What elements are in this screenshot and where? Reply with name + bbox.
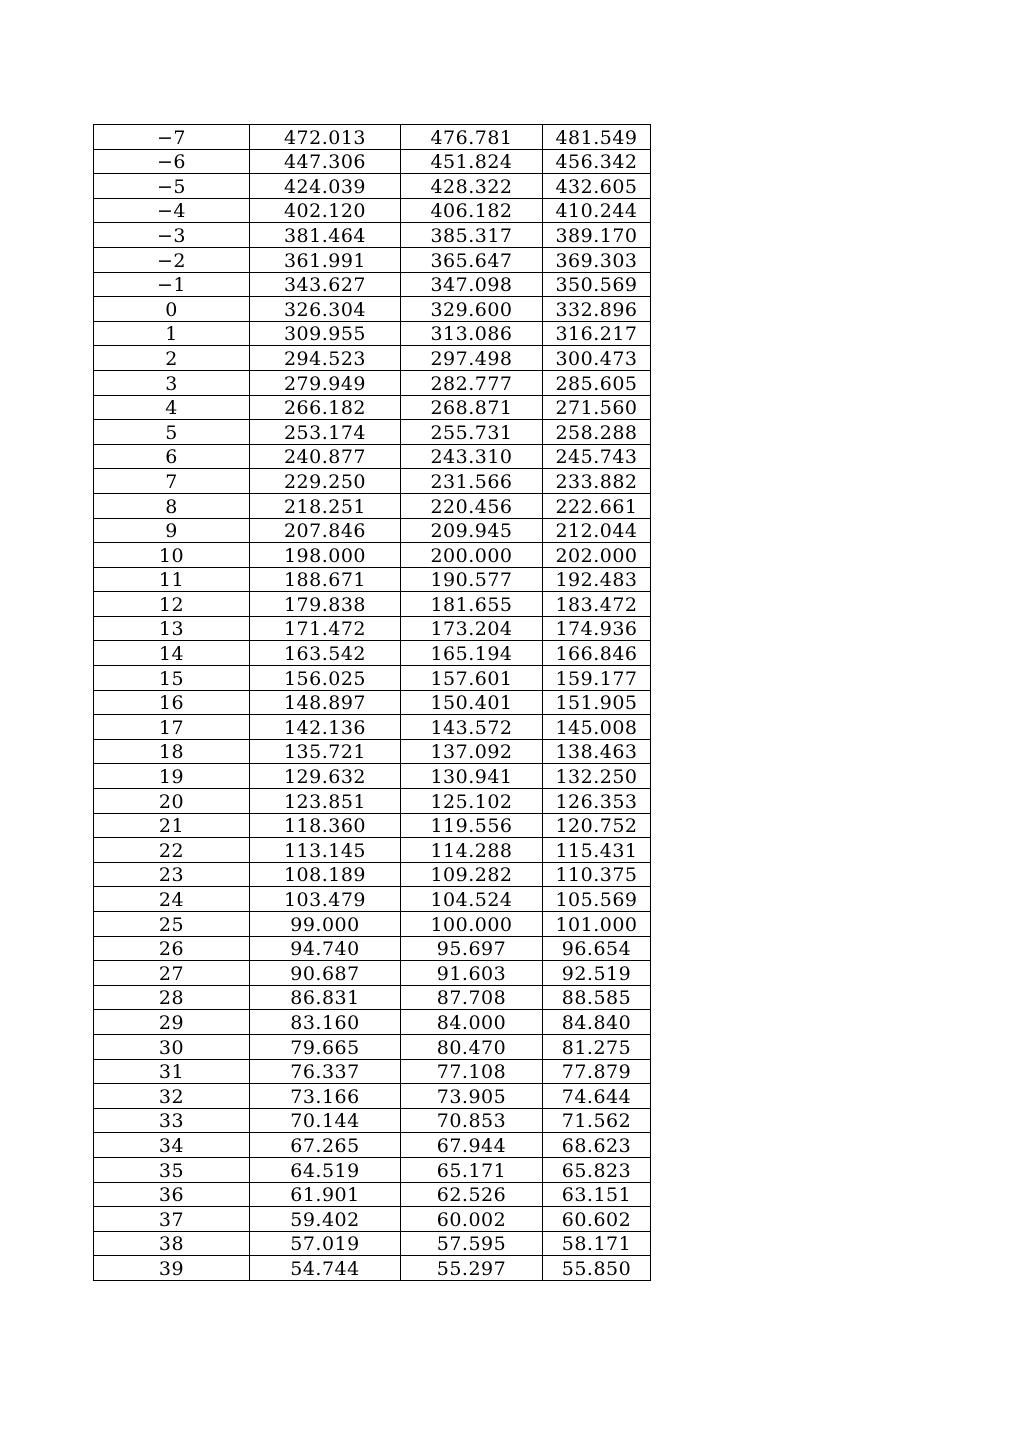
temperature-cell: 15	[94, 666, 250, 691]
nominal-value-cell: 209.945	[401, 518, 543, 543]
table-row	[94, 985, 651, 1010]
min-value-cell: 135.721	[250, 739, 401, 764]
temperature-cell: 3	[94, 370, 250, 395]
temperature-cell: 23	[94, 862, 250, 887]
min-value-cell: 266.182	[250, 395, 401, 420]
nominal-value-cell: 80.470	[401, 1034, 543, 1059]
temperature-cell: 31	[94, 1059, 250, 1084]
max-value-cell: 60.602	[543, 1207, 651, 1232]
max-value-cell: 233.882	[543, 469, 651, 494]
max-value-cell: 138.463	[543, 739, 651, 764]
nominal-value-cell: 119.556	[401, 813, 543, 838]
temperature-cell: 16	[94, 690, 250, 715]
temperature-cell: 30	[94, 1034, 250, 1059]
max-value-cell: 369.303	[543, 247, 651, 272]
temperature-cell: 21	[94, 813, 250, 838]
max-value-cell: 55.850	[543, 1256, 651, 1281]
table-row	[94, 1034, 651, 1059]
temperature-cell: 12	[94, 592, 250, 617]
nominal-value-cell: 297.498	[401, 346, 543, 371]
max-value-cell: 65.823	[543, 1157, 651, 1182]
temperature-cell: 13	[94, 616, 250, 641]
min-value-cell: 240.877	[250, 444, 401, 469]
temperature-cell: 1	[94, 321, 250, 346]
min-value-cell: 294.523	[250, 346, 401, 371]
table-row	[94, 789, 651, 814]
nominal-value-cell: 200.000	[401, 543, 543, 568]
max-value-cell: 77.879	[543, 1059, 651, 1084]
nominal-value-cell: 87.708	[401, 985, 543, 1010]
nominal-value-cell: 114.288	[401, 838, 543, 863]
temperature-cell: 10	[94, 543, 250, 568]
temperature-cell: 5	[94, 420, 250, 445]
nominal-value-cell: 365.647	[401, 247, 543, 272]
min-value-cell: 188.671	[250, 567, 401, 592]
nominal-value-cell: 243.310	[401, 444, 543, 469]
min-value-cell: 156.025	[250, 666, 401, 691]
max-value-cell: 132.250	[543, 764, 651, 789]
nominal-value-cell: 67.944	[401, 1133, 543, 1158]
temperature-cell: 26	[94, 936, 250, 961]
min-value-cell: 309.955	[250, 321, 401, 346]
temperature-cell: 35	[94, 1157, 250, 1182]
table-row	[94, 198, 651, 223]
nominal-value-cell: 125.102	[401, 789, 543, 814]
temperature-cell: 36	[94, 1182, 250, 1207]
min-value-cell: 198.000	[250, 543, 401, 568]
max-value-cell: 271.560	[543, 395, 651, 420]
nominal-value-cell: 55.297	[401, 1256, 543, 1281]
min-value-cell: 61.901	[250, 1182, 401, 1207]
nominal-value-cell: 347.098	[401, 272, 543, 297]
max-value-cell: 389.170	[543, 223, 651, 248]
temperature-cell: −6	[94, 149, 250, 174]
max-value-cell: 350.569	[543, 272, 651, 297]
table-row	[94, 1010, 651, 1035]
temperature-cell: 2	[94, 346, 250, 371]
temperature-cell: 27	[94, 961, 250, 986]
temperature-cell: 17	[94, 715, 250, 740]
nominal-value-cell: 137.092	[401, 739, 543, 764]
table-row	[94, 469, 651, 494]
temperature-cell: −3	[94, 223, 250, 248]
min-value-cell: 70.144	[250, 1108, 401, 1133]
table-row	[94, 1133, 651, 1158]
table-row	[94, 666, 651, 691]
nominal-value-cell: 77.108	[401, 1059, 543, 1084]
table-row	[94, 936, 651, 961]
nominal-value-cell: 143.572	[401, 715, 543, 740]
min-value-cell: 402.120	[250, 198, 401, 223]
min-value-cell: 326.304	[250, 297, 401, 322]
max-value-cell: 92.519	[543, 961, 651, 986]
table-row	[94, 420, 651, 445]
max-value-cell: 126.353	[543, 789, 651, 814]
table-row	[94, 1084, 651, 1109]
nominal-value-cell: 91.603	[401, 961, 543, 986]
table-row	[94, 690, 651, 715]
table-row	[94, 174, 651, 199]
min-value-cell: 171.472	[250, 616, 401, 641]
min-value-cell: 424.039	[250, 174, 401, 199]
max-value-cell: 481.549	[543, 125, 651, 150]
max-value-cell: 245.743	[543, 444, 651, 469]
table-row	[94, 1157, 651, 1182]
max-value-cell: 192.483	[543, 567, 651, 592]
temperature-cell: 0	[94, 297, 250, 322]
max-value-cell: 332.896	[543, 297, 651, 322]
min-value-cell: 67.265	[250, 1133, 401, 1158]
temperature-cell: 29	[94, 1010, 250, 1035]
temperature-cell: −5	[94, 174, 250, 199]
table-row	[94, 223, 651, 248]
nominal-value-cell: 60.002	[401, 1207, 543, 1232]
table-row	[94, 912, 651, 937]
table-row	[94, 567, 651, 592]
min-value-cell: 179.838	[250, 592, 401, 617]
max-value-cell: 300.473	[543, 346, 651, 371]
max-value-cell: 115.431	[543, 838, 651, 863]
table-row	[94, 370, 651, 395]
table-row	[94, 518, 651, 543]
nominal-value-cell: 476.781	[401, 125, 543, 150]
max-value-cell: 316.217	[543, 321, 651, 346]
max-value-cell: 258.288	[543, 420, 651, 445]
nominal-value-cell: 220.456	[401, 493, 543, 518]
min-value-cell: 163.542	[250, 641, 401, 666]
min-value-cell: 64.519	[250, 1157, 401, 1182]
temperature-cell: 37	[94, 1207, 250, 1232]
table-row	[94, 1108, 651, 1133]
nominal-value-cell: 57.595	[401, 1231, 543, 1256]
nominal-value-cell: 385.317	[401, 223, 543, 248]
nominal-value-cell: 95.697	[401, 936, 543, 961]
table-row	[94, 247, 651, 272]
table-row	[94, 1256, 651, 1281]
min-value-cell: 207.846	[250, 518, 401, 543]
nominal-value-cell: 150.401	[401, 690, 543, 715]
table-row	[94, 764, 651, 789]
temperature-cell: 19	[94, 764, 250, 789]
min-value-cell: 123.851	[250, 789, 401, 814]
max-value-cell: 432.605	[543, 174, 651, 199]
temperature-cell: 18	[94, 739, 250, 764]
max-value-cell: 74.644	[543, 1084, 651, 1109]
table-row	[94, 125, 651, 150]
table-row	[94, 592, 651, 617]
max-value-cell: 63.151	[543, 1182, 651, 1207]
min-value-cell: 83.160	[250, 1010, 401, 1035]
max-value-cell: 159.177	[543, 666, 651, 691]
nominal-value-cell: 73.905	[401, 1084, 543, 1109]
table-row	[94, 961, 651, 986]
table-row	[94, 1231, 651, 1256]
table-row	[94, 444, 651, 469]
table-body	[94, 125, 651, 1281]
max-value-cell: 110.375	[543, 862, 651, 887]
temperature-cell: 33	[94, 1108, 250, 1133]
min-value-cell: 229.250	[250, 469, 401, 494]
nominal-value-cell: 84.000	[401, 1010, 543, 1035]
max-value-cell: 202.000	[543, 543, 651, 568]
temperature-cell: 7	[94, 469, 250, 494]
nominal-value-cell: 109.282	[401, 862, 543, 887]
temperature-cell: 11	[94, 567, 250, 592]
max-value-cell: 120.752	[543, 813, 651, 838]
max-value-cell: 183.472	[543, 592, 651, 617]
nominal-value-cell: 130.941	[401, 764, 543, 789]
min-value-cell: 94.740	[250, 936, 401, 961]
max-value-cell: 101.000	[543, 912, 651, 937]
min-value-cell: 381.464	[250, 223, 401, 248]
nominal-value-cell: 282.777	[401, 370, 543, 395]
temperature-cell: 14	[94, 641, 250, 666]
max-value-cell: 151.905	[543, 690, 651, 715]
min-value-cell: 76.337	[250, 1059, 401, 1084]
max-value-cell: 84.840	[543, 1010, 651, 1035]
temperature-cell: −2	[94, 247, 250, 272]
table-row	[94, 1059, 651, 1084]
nominal-value-cell: 70.853	[401, 1108, 543, 1133]
max-value-cell: 96.654	[543, 936, 651, 961]
table-row	[94, 493, 651, 518]
max-value-cell: 410.244	[543, 198, 651, 223]
min-value-cell: 118.360	[250, 813, 401, 838]
temperature-cell: 8	[94, 493, 250, 518]
min-value-cell: 343.627	[250, 272, 401, 297]
temperature-cell: 39	[94, 1256, 250, 1281]
temperature-cell: 24	[94, 887, 250, 912]
min-value-cell: 253.174	[250, 420, 401, 445]
nominal-value-cell: 181.655	[401, 592, 543, 617]
table-row	[94, 346, 651, 371]
nominal-value-cell: 157.601	[401, 666, 543, 691]
min-value-cell: 113.145	[250, 838, 401, 863]
min-value-cell: 447.306	[250, 149, 401, 174]
max-value-cell: 174.936	[543, 616, 651, 641]
max-value-cell: 71.562	[543, 1108, 651, 1133]
temperature-cell: 38	[94, 1231, 250, 1256]
nominal-value-cell: 231.566	[401, 469, 543, 494]
table-row	[94, 862, 651, 887]
table-row	[94, 616, 651, 641]
max-value-cell: 456.342	[543, 149, 651, 174]
nominal-value-cell: 406.182	[401, 198, 543, 223]
table-row	[94, 149, 651, 174]
temperature-cell: 9	[94, 518, 250, 543]
min-value-cell: 86.831	[250, 985, 401, 1010]
table-row	[94, 739, 651, 764]
temperature-cell: 28	[94, 985, 250, 1010]
table-row	[94, 395, 651, 420]
temperature-cell: 32	[94, 1084, 250, 1109]
min-value-cell: 129.632	[250, 764, 401, 789]
nominal-value-cell: 62.526	[401, 1182, 543, 1207]
temperature-cell: −7	[94, 125, 250, 150]
table-row	[94, 543, 651, 568]
table-row	[94, 813, 651, 838]
nominal-value-cell: 255.731	[401, 420, 543, 445]
nominal-value-cell: 313.086	[401, 321, 543, 346]
temperature-cell: 4	[94, 395, 250, 420]
min-value-cell: 59.402	[250, 1207, 401, 1232]
nominal-value-cell: 100.000	[401, 912, 543, 937]
temperature-cell: 22	[94, 838, 250, 863]
min-value-cell: 142.136	[250, 715, 401, 740]
min-value-cell: 361.991	[250, 247, 401, 272]
max-value-cell: 58.171	[543, 1231, 651, 1256]
table-row	[94, 1207, 651, 1232]
max-value-cell: 145.008	[543, 715, 651, 740]
nominal-value-cell: 428.322	[401, 174, 543, 199]
max-value-cell: 166.846	[543, 641, 651, 666]
min-value-cell: 148.897	[250, 690, 401, 715]
nominal-value-cell: 190.577	[401, 567, 543, 592]
min-value-cell: 79.665	[250, 1034, 401, 1059]
temperature-cell: −1	[94, 272, 250, 297]
table-row	[94, 715, 651, 740]
table-row	[94, 838, 651, 863]
max-value-cell: 285.605	[543, 370, 651, 395]
temperature-cell: 25	[94, 912, 250, 937]
min-value-cell: 103.479	[250, 887, 401, 912]
min-value-cell: 57.019	[250, 1231, 401, 1256]
table-row	[94, 272, 651, 297]
nominal-value-cell: 173.204	[401, 616, 543, 641]
max-value-cell: 81.275	[543, 1034, 651, 1059]
min-value-cell: 218.251	[250, 493, 401, 518]
max-value-cell: 68.623	[543, 1133, 651, 1158]
temperature-cell: 34	[94, 1133, 250, 1158]
nominal-value-cell: 451.824	[401, 149, 543, 174]
max-value-cell: 88.585	[543, 985, 651, 1010]
max-value-cell: 222.661	[543, 493, 651, 518]
min-value-cell: 54.744	[250, 1256, 401, 1281]
table-row	[94, 641, 651, 666]
min-value-cell: 73.166	[250, 1084, 401, 1109]
table-row	[94, 1182, 651, 1207]
min-value-cell: 279.949	[250, 370, 401, 395]
nominal-value-cell: 329.600	[401, 297, 543, 322]
max-value-cell: 212.044	[543, 518, 651, 543]
nominal-value-cell: 268.871	[401, 395, 543, 420]
nominal-value-cell: 65.171	[401, 1157, 543, 1182]
nominal-value-cell: 104.524	[401, 887, 543, 912]
temperature-cell: 6	[94, 444, 250, 469]
table-row	[94, 887, 651, 912]
data-table	[93, 124, 651, 1281]
table-row	[94, 321, 651, 346]
temperature-cell: 20	[94, 789, 250, 814]
max-value-cell: 105.569	[543, 887, 651, 912]
min-value-cell: 99.000	[250, 912, 401, 937]
nominal-value-cell: 165.194	[401, 641, 543, 666]
min-value-cell: 108.189	[250, 862, 401, 887]
min-value-cell: 90.687	[250, 961, 401, 986]
table-row	[94, 297, 651, 322]
min-value-cell: 472.013	[250, 125, 401, 150]
temperature-cell: −4	[94, 198, 250, 223]
